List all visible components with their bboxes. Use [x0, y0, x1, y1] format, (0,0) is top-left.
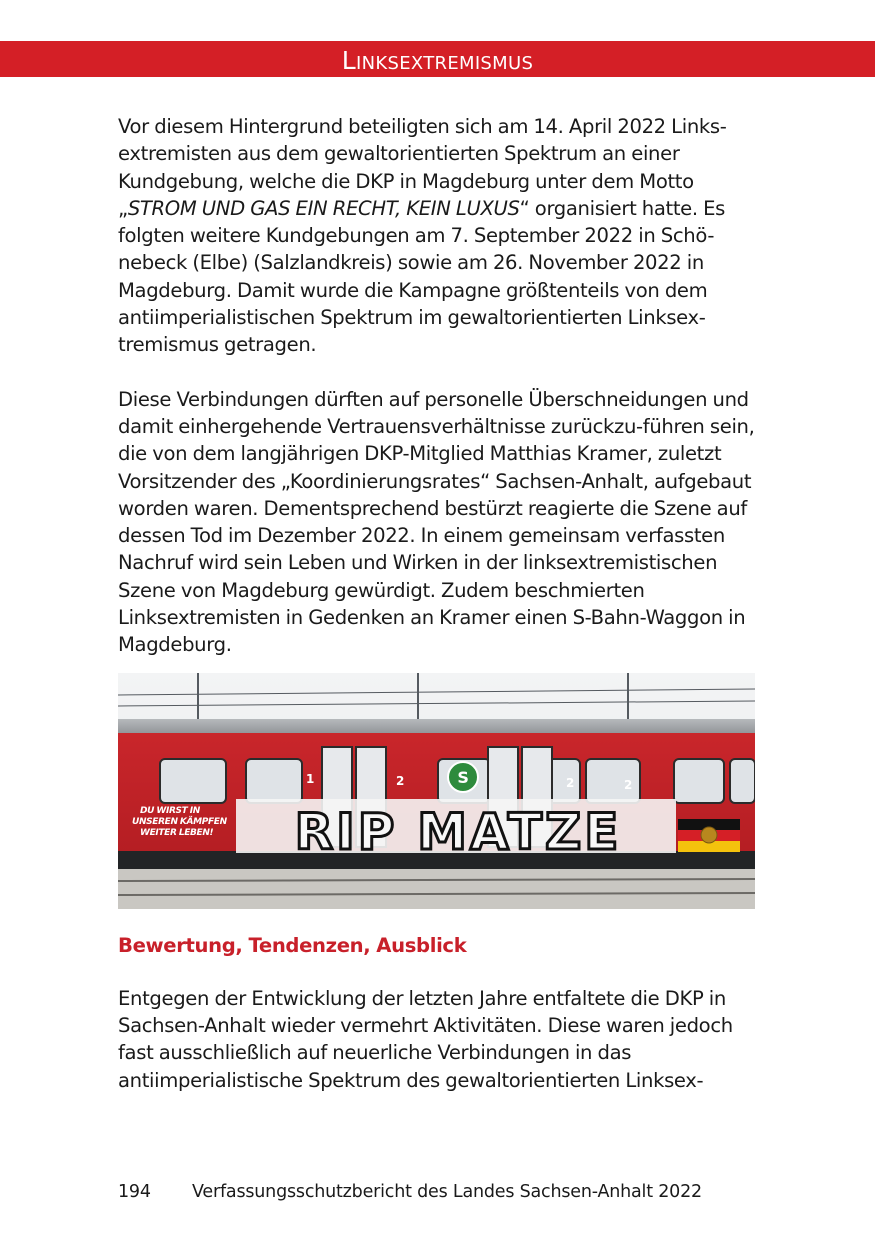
chapter-header-band [0, 41, 875, 77]
paragraph-1-intro: Vor diesem Hintergrund beteiligten sich am 14. April 2022 Links-extremisten aus dem gewaltorientierten Spektrum an einer Kundgebung, welche die DKP in Magdeburg unter dem Motto „ [118, 115, 727, 220]
paragraph-kundgebungen [118, 113, 758, 359]
paragraph-gap [118, 359, 758, 386]
publication-title: Verfassungsschutzbericht des Landes Sachsen-Anhalt 2022 [192, 1182, 702, 1202]
page-content [118, 113, 758, 1094]
ground-gravel [118, 869, 755, 909]
svg-text:2: 2 [566, 775, 574, 790]
graffiti-main-text: RIP MATZE [294, 802, 622, 861]
gdr-flag [678, 819, 740, 852]
svg-text:DU WIRST IN: DU WIRST IN [140, 805, 200, 816]
section-heading: Bewertung, Tendenzen, Ausblick [118, 933, 467, 957]
s-bahn-logo [448, 762, 478, 792]
svg-text:2: 2 [396, 773, 404, 788]
page-number: 194 [118, 1182, 151, 1202]
page-footer [118, 1182, 702, 1202]
graffiti-train-photo [118, 673, 755, 909]
svg-text:WEITER LEBEN!: WEITER LEBEN! [140, 827, 214, 838]
svg-text:UNSEREN KÄMPFEN: UNSEREN KÄMPFEN [132, 816, 227, 827]
svg-text:1: 1 [306, 771, 314, 786]
train-roof [118, 719, 755, 735]
paragraph-bewertung: Entgegen der Entwicklung der letzten Jahre entfaltete die DKP in Sachsen-Anhalt wieder vermehrt Aktivitäten. Diese waren jedoch fast ausschließlich auf neuerliche Verbindungen in das antiimperialistische Spektrum des gewaltorientierten Linksex- [118, 986, 733, 1092]
svg-text:2: 2 [624, 777, 632, 792]
svg-text:S: S [457, 767, 469, 787]
paragraph-verbindungen: Diese Verbindungen dürften auf personelle Überschneidungen und damit einhergehende Vertrauensverhältnisse zurückzu-führen sein, die von dem langjährigen DKP-Mitglied Matthias Kramer, zuletzt Vorsitzender des „Koordinierungsrates“ Sachsen-Anhalt, aufgebaut worden waren. Dementsprechend bestürzt reagierte die Szene auf dessen Tod im Dezember 2022. In einem gemeinsam verfassten Nachruf wird sein Leben und Wirken in der linksextremistischen Szene von Magdeburg gewürdigt. Zudem beschmierten Linksextremisten in Gedenken an Kramer einen S-Bahn-Waggon in Magdeburg. [118, 387, 755, 657]
chapter-title: Linksextremismus [341, 45, 534, 75]
paragraph-1-rest: “ organisiert hatte. Es folgten weitere Kundgebungen am 7. September 2022 in Schö-nebeck (Elbe) (Salzlandkreis) sowie am 26. November 2022 in Magdeburg. Damit wurde die Kampagne größtenteils von dem antiimperialistischen Spektrum im gewaltorientierten Linksex-tremismus getragen. [118, 196, 726, 357]
motto-text: STROM UND GAS EIN RECHT, KEIN LUXUS [127, 196, 520, 220]
